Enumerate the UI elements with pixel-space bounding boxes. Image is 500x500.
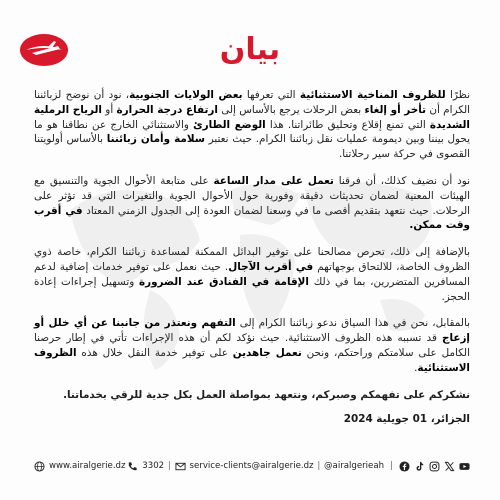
x-icon[interactable]: [444, 461, 455, 472]
footer-separator: |: [317, 461, 321, 471]
body-text: بالمقابل، نحن في هذا السياق ندعو زبائننا الكرام إلى: [235, 317, 470, 330]
emphasis-text: الرياح الرملية الشديدة: [34, 103, 470, 131]
youtube-icon[interactable]: [459, 461, 470, 472]
footer-separator: |: [390, 461, 393, 471]
emphasis-text: الإقامة في الفنادق عند الضرورة: [138, 275, 309, 288]
body-text: بالأساس أولويتنا القصوى في حركة سير رحلاتنا.: [34, 133, 470, 161]
page-title: بيان: [219, 32, 281, 67]
body-text: بالإضافة إلى ذلك، تحرص مصالحنا على توفير البدائل الممكنة لمساعدة زبائننا الكرام، خاصة ذوي الظروف الخاصة، للالتحاق بوجهاتهم: [34, 246, 470, 273]
emphasis-text: في أقرب وقت ممكن.: [34, 204, 470, 232]
phone-number[interactable]: 3302: [142, 461, 165, 471]
closing-statement: نشكركم على تفهمكم وصبركم، ونتعهد بمواصلة العمل بكل جدية للرقي بخدماتنا.: [63, 388, 470, 401]
footer-separator: |: [167, 461, 171, 471]
social-handle[interactable]: @airalgerieah: [323, 461, 385, 471]
instagram-icon[interactable]: [429, 461, 440, 472]
email-icon: [175, 461, 186, 472]
paragraph: [34, 88, 470, 162]
body-text: نظرًا: [445, 89, 471, 101]
body-text: قد تسببه هذه الظروف الاستثنائية. حيث نؤكد لكم أن هذه الإجراءات تأتي في إطار حرصنا الكامل على سلامتكم وراحتكم، ونحن: [34, 332, 470, 359]
body-text: نود أن نضيف كذلك، أن فرقنا: [333, 174, 470, 187]
emphasis-text: تأخر أو إلغاء: [364, 103, 427, 116]
website-contact[interactable]: [34, 461, 126, 472]
body-text: ، نود أن نوضح لزبائننا الكرام أن: [34, 89, 470, 116]
emphasis-text: للظروف المناخية الاستثنائية: [299, 89, 446, 101]
emphasis-text: سلامة وأمان زبائننا: [106, 133, 205, 146]
globe-icon: [34, 461, 45, 472]
body-text: التي تعرفها: [242, 89, 300, 101]
paragraph: [34, 245, 470, 304]
header: [0, 28, 500, 78]
body-text: والاستثنائي الخارج عن نطاقنا هو ما يحول بيننا وبين ديمومة عمليات نقل زبائننا الكرام. حيث نعتبر: [34, 118, 470, 146]
facebook-icon[interactable]: [399, 461, 410, 472]
statement-date: الجزائر، 01 جويلية 2024: [343, 413, 470, 426]
body-text: .: [414, 361, 418, 374]
body-text: على توفير خدمة النقل خلال هذه: [76, 346, 233, 359]
phone-icon: [127, 461, 138, 472]
email-contact[interactable]: [175, 461, 314, 472]
social-contact: [324, 461, 470, 472]
emphasis-text: نعمل جاهدين: [232, 346, 302, 359]
body-text: على متابعة الأحوال الجوية والتنسيق مع الهيئات المعنية لضمان تحديثات دقيقة وفورية حول الأحوال الجوية والتغيرات التي قد تؤثر على الرحلات. حيث نتعهد بتقديم أقصى ما في وسعنا لضمان العودة إلى الجدول الزمني المعتاد: [34, 174, 470, 217]
tiktok-icon[interactable]: [414, 461, 425, 472]
body-text: وتسهيل إجراءات إعادة الحجز.: [34, 275, 470, 303]
website-link[interactable]: www.airalgerie.dz: [49, 461, 126, 471]
body-text: . حيث نعمل على توفير خدمات إضافية لدعم المسافرين المتضررين، بما في ذلك: [34, 260, 470, 288]
body-text: بعض الرحلات يرجع بالأساس إلى: [217, 103, 365, 116]
emphasis-text: تعمل على مدار الساعة: [213, 174, 334, 187]
paragraph: [34, 316, 470, 375]
emphasis-text: الوضع الطارئ: [193, 118, 266, 131]
social-icons: [399, 461, 470, 472]
emphasis-text: بعض الولايات الجنوبية: [129, 89, 243, 101]
body-text: أو: [102, 103, 117, 116]
contact-footer: [34, 458, 470, 474]
emphasis-text: الظروف الاستثنائية: [34, 346, 470, 374]
statement-body: [34, 88, 470, 426]
emphasis-text: التفهم ونعتذر من جانبنا عن أي خلل أو إزعاج: [34, 317, 470, 345]
emphasis-text: ارتفاع درجة الحرارة: [116, 103, 218, 116]
email-link[interactable]: service-clients@airalgerie.dz: [189, 461, 314, 471]
emphasis-text: في أقرب الآجال: [228, 260, 314, 273]
phone-contact[interactable]: [127, 461, 164, 472]
body-text: التي تمنع إقلاع وتحليق طائراتنا. هذا: [265, 118, 430, 131]
paragraph: [34, 174, 470, 233]
